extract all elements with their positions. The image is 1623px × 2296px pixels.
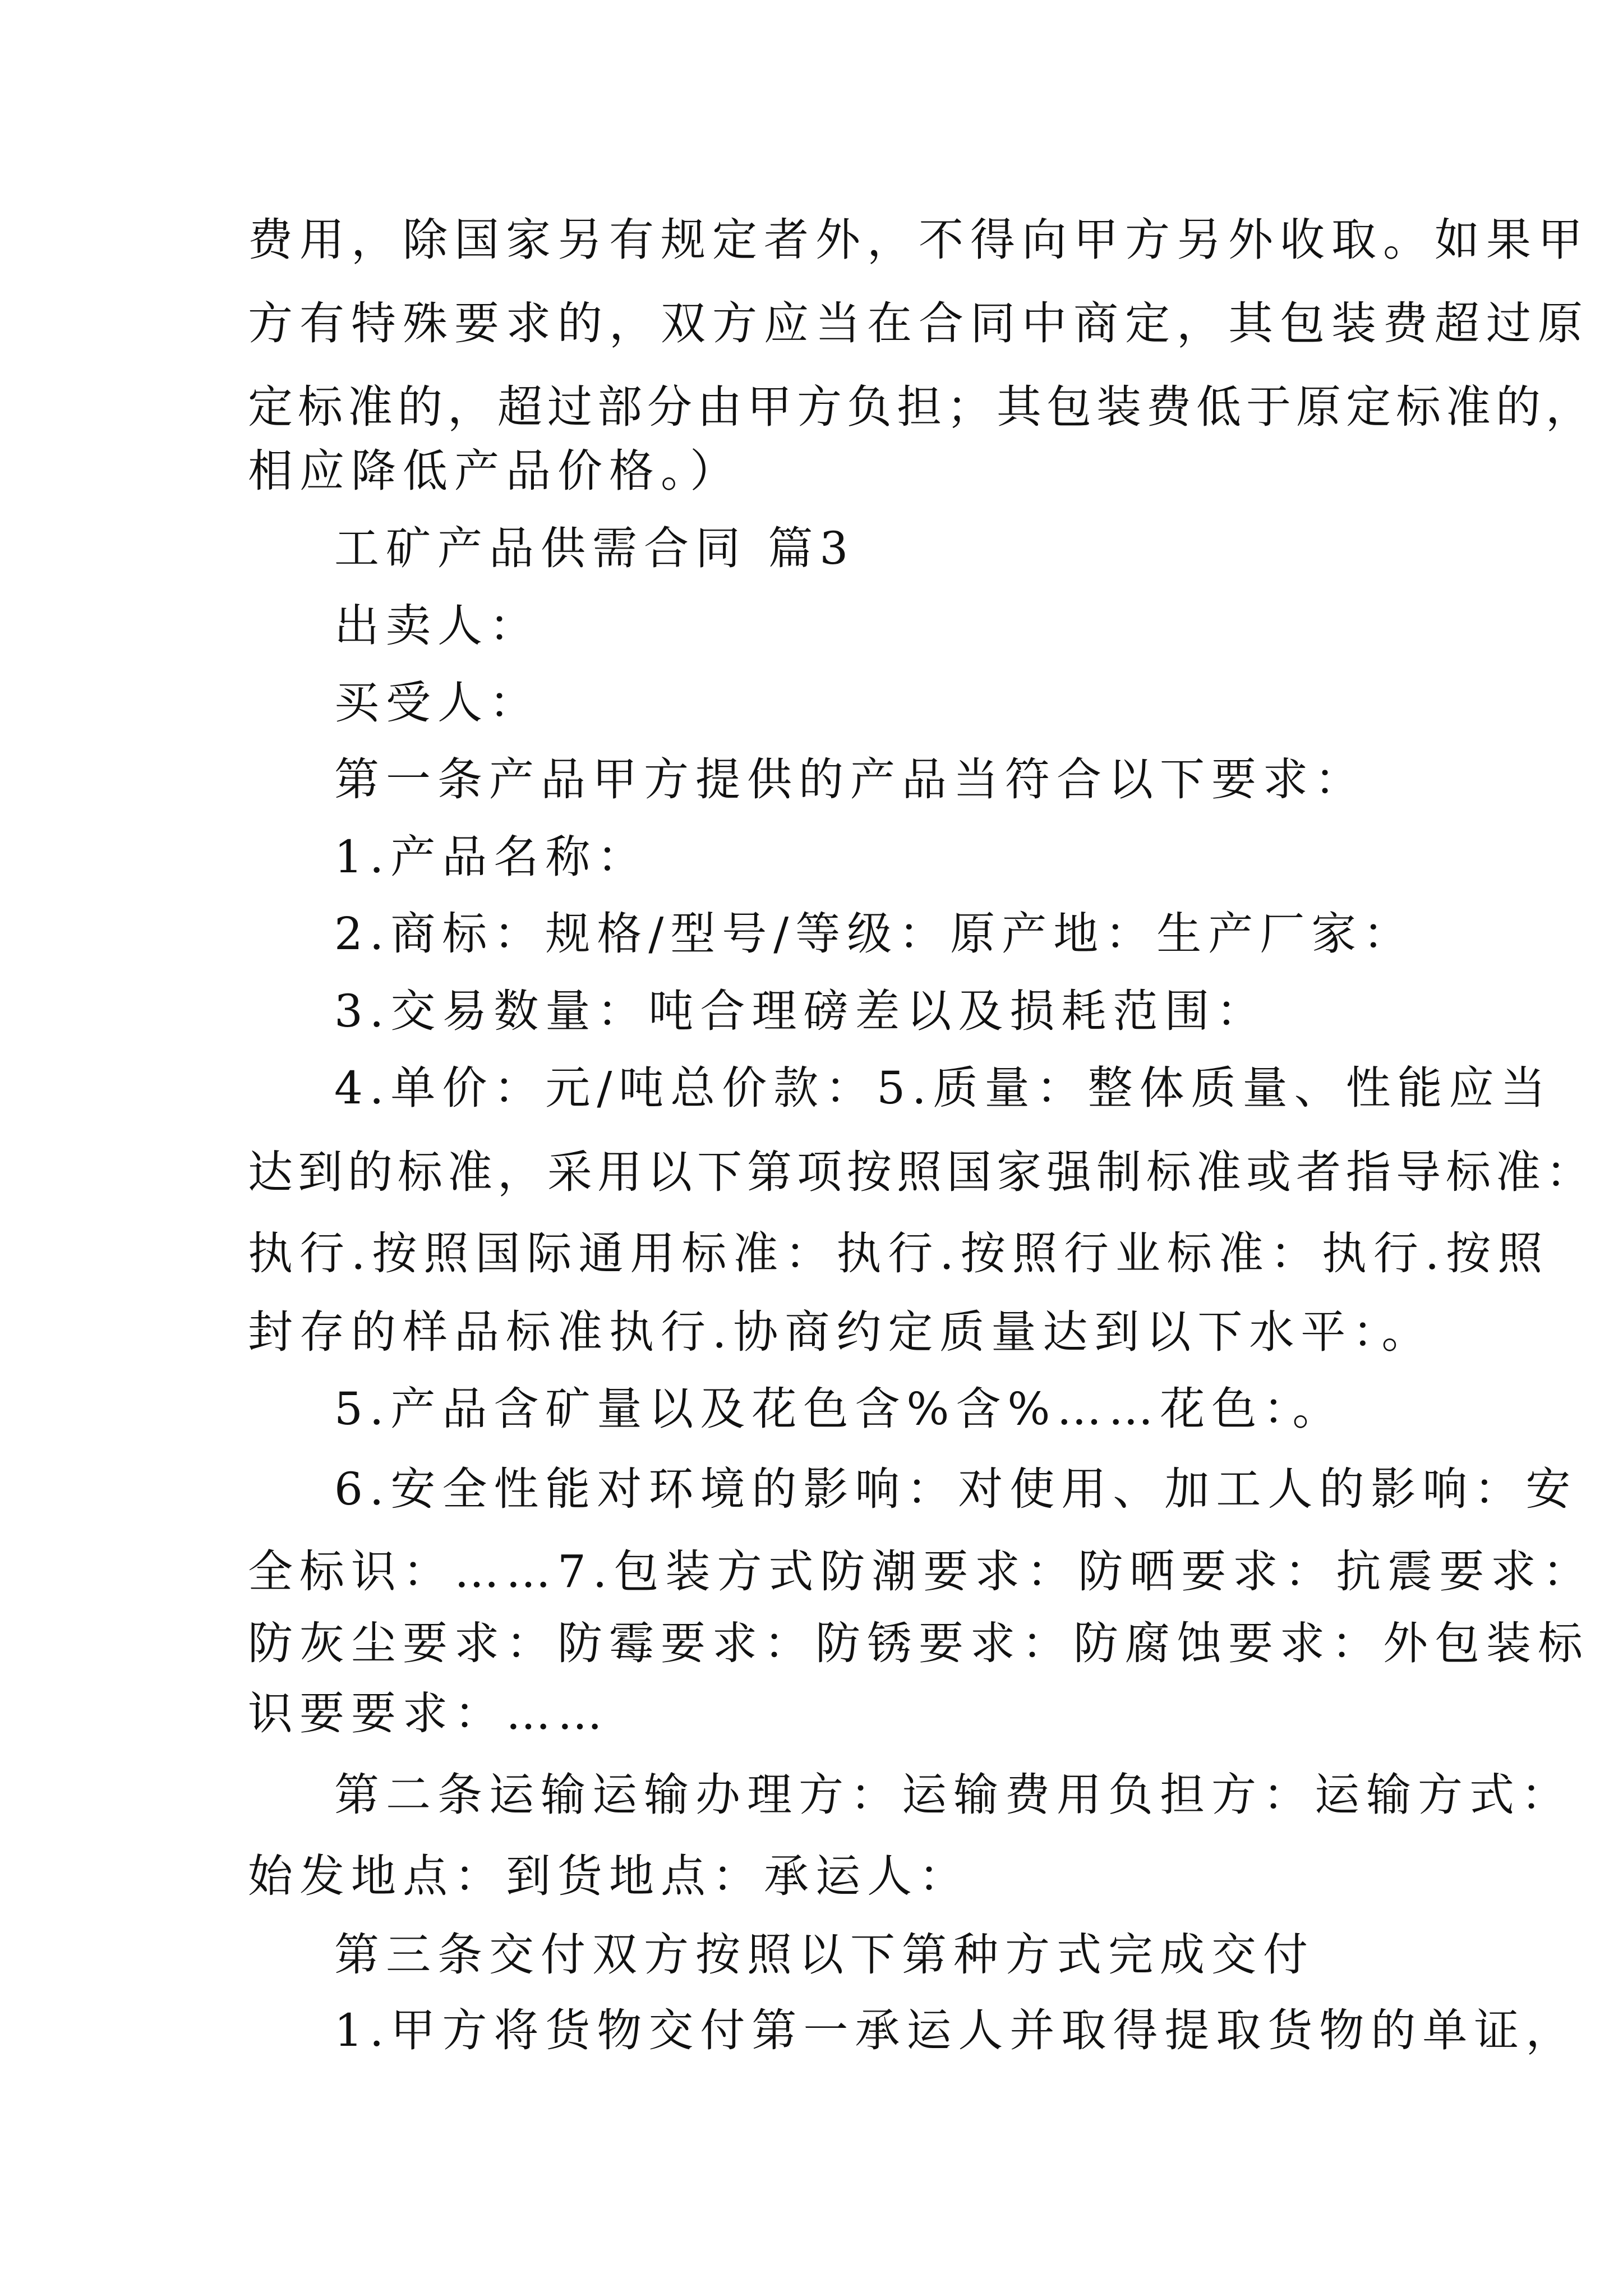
text-line: 5.产品含矿量以及花色含%含%……花色：。 (334, 1383, 1344, 1435)
text-line: 执行.按照国际通用标准：执行.按照行业标准：执行.按照 (248, 1227, 1550, 1280)
text-line: 1.甲方将货物交付第一承运人并取得提取货物的单证， (334, 2004, 1578, 2056)
text-line: 封存的样品标准执行.协商约定质量达到以下水平：。 (248, 1306, 1433, 1358)
text-line: 全标识：……7.包装方式防潮要求：防晒要求：抗震要求： (248, 1545, 1594, 1598)
text-line: 第三条交付双方按照以下第种方式完成交付 (334, 1929, 1315, 1981)
text-line: 第一条产品甲方提供的产品当符合以下要求： (334, 753, 1366, 806)
text-line: 方有特殊要求的，双方应当在合同中商定，其包装费超过原 (248, 297, 1589, 349)
text-line: 4.单价：元/吨总价款：5.质量：整体质量、性能应当 (334, 1062, 1552, 1114)
text-line: 始发地点：到货地点：承运人： (248, 1850, 970, 1902)
section-heading: 工矿产品供需合同 篇3 (334, 522, 855, 574)
text-line: 定标准的，超过部分由甲方负担；其包装费低于原定标准的， (248, 381, 1596, 433)
text-line: 3.交易数量：吨合理磅差以及损耗范围： (334, 985, 1268, 1037)
text-line: 6.安全性能对环境的影响：对使用、加工人的影响：安 (334, 1463, 1578, 1515)
text-line: 买受人： (334, 677, 541, 729)
text-line: 出卖人： (334, 600, 541, 652)
text-line: 2.商标：规格/型号/等级：原产地：生产厂家： (334, 908, 1415, 960)
text-line: 防灰尘要求：防霉要求：防锈要求：防腐蚀要求：外包装标 (248, 1617, 1589, 1669)
text-line: 第二条运输运输办理方：运输费用负担方：运输方式： (334, 1769, 1573, 1821)
text-line: 费用，除国家另有规定者外，不得向甲方另外收取。如果甲 (248, 214, 1589, 266)
text-line: 1.产品名称： (334, 831, 649, 883)
text-line: 相应降低产品价格。） (248, 445, 741, 497)
text-line: 识要要求：…… (248, 1687, 609, 1740)
text-line: 达到的标准，采用以下第项按照国家强制标准或者指导标准： (248, 1146, 1596, 1198)
